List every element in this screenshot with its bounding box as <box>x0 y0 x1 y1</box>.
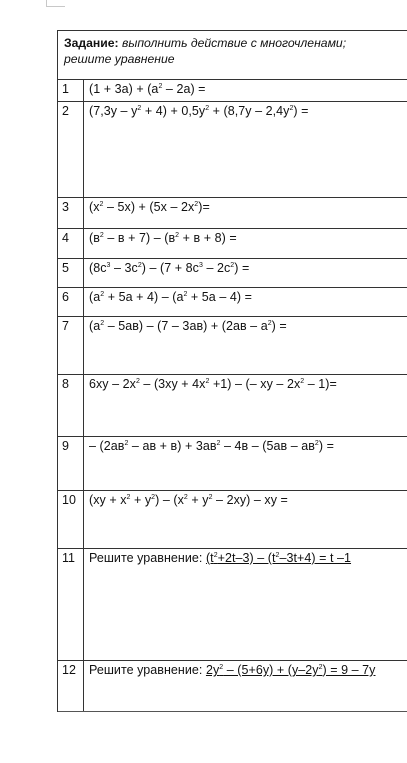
underlined-equation: $(t^2+2t-3) - (t^2-3t+4) = t$ –1 <box>205 551 352 565</box>
table-row <box>58 102 407 198</box>
row-expression: $(8c^3 - 3c^2) - (7 + 8c^3 - 2c^2)$ = <box>89 261 250 275</box>
table-row <box>58 549 407 661</box>
row-expression: $(xy + x^2 + y^2) - (x^2 + y^2 - 2xy)$ – xy = <box>89 493 288 507</box>
row-number: 9 <box>62 439 69 453</box>
row-number: 11 <box>62 551 75 565</box>
row-number: 2 <box>62 104 69 118</box>
equation-prompt: Решите уравнение: <box>89 551 206 565</box>
table-row <box>58 491 407 549</box>
row-expression: $(a^2 - 5ав) - (7 - 3ав) + (2ав - a^2)$ = <box>89 319 287 333</box>
row-expression: $6xy - 2x^2 - (3xy + 4x^2 +1)$ – (– xy – $2x^2 - 1)=$ <box>89 377 337 391</box>
task-text-line2: решите уравнение <box>64 52 175 66</box>
row-number: 10 <box>62 493 76 507</box>
table-row <box>58 259 407 288</box>
row-expression: $(в^2 - в + 7) - (в^2 + в + 8)$ = <box>89 231 237 245</box>
row-expression: $(1 + 3a) + (a^2 - 2a)$ = <box>89 82 206 96</box>
row-number: 3 <box>62 200 69 214</box>
row-expression <box>89 551 351 565</box>
row-number: 8 <box>62 377 69 391</box>
task-table <box>57 30 407 712</box>
table-row <box>58 229 407 259</box>
table-row <box>58 375 407 437</box>
task-text-line1: выполнить действие с многочленами; <box>118 36 347 50</box>
row-expression: $(7,3y - y^2 + 4) + 0,5y^2 + (8,7y - 2,4y^2)$ = <box>89 104 309 118</box>
task-label: Задание: <box>64 36 119 50</box>
table-row <box>58 80 407 102</box>
table-row <box>58 317 407 375</box>
task-header <box>58 31 407 80</box>
table-row <box>58 288 407 317</box>
table-row <box>58 437 407 491</box>
row-expression: $(a^2 + 5a + 4) - (a^2 + 5a - 4)$ = <box>89 290 252 304</box>
row-number: 5 <box>62 261 69 275</box>
row-expression: – ($2ав^2$ – ав + $в) + 3ав^2 - 4в - (5ав - ав^2)$ = <box>89 439 334 453</box>
row-expression: $(x^2 - 5x) + (5x - 2x^2)=$ <box>89 200 210 214</box>
equation-prompt: Решите уравнение: <box>89 663 206 677</box>
table-row <box>58 198 407 229</box>
row-number: 4 <box>62 231 69 245</box>
table-row <box>58 661 407 712</box>
underlined-equation: $2y^2 - (5+6y) + (y-2y^2) = 9 - 7y$ <box>205 663 376 677</box>
row-number: 1 <box>62 82 69 96</box>
row-number: 7 <box>62 319 69 333</box>
row-expression <box>89 663 375 677</box>
row-number: 12 <box>62 663 76 677</box>
row-number: 6 <box>62 290 69 304</box>
page-corner-mark <box>46 0 65 7</box>
